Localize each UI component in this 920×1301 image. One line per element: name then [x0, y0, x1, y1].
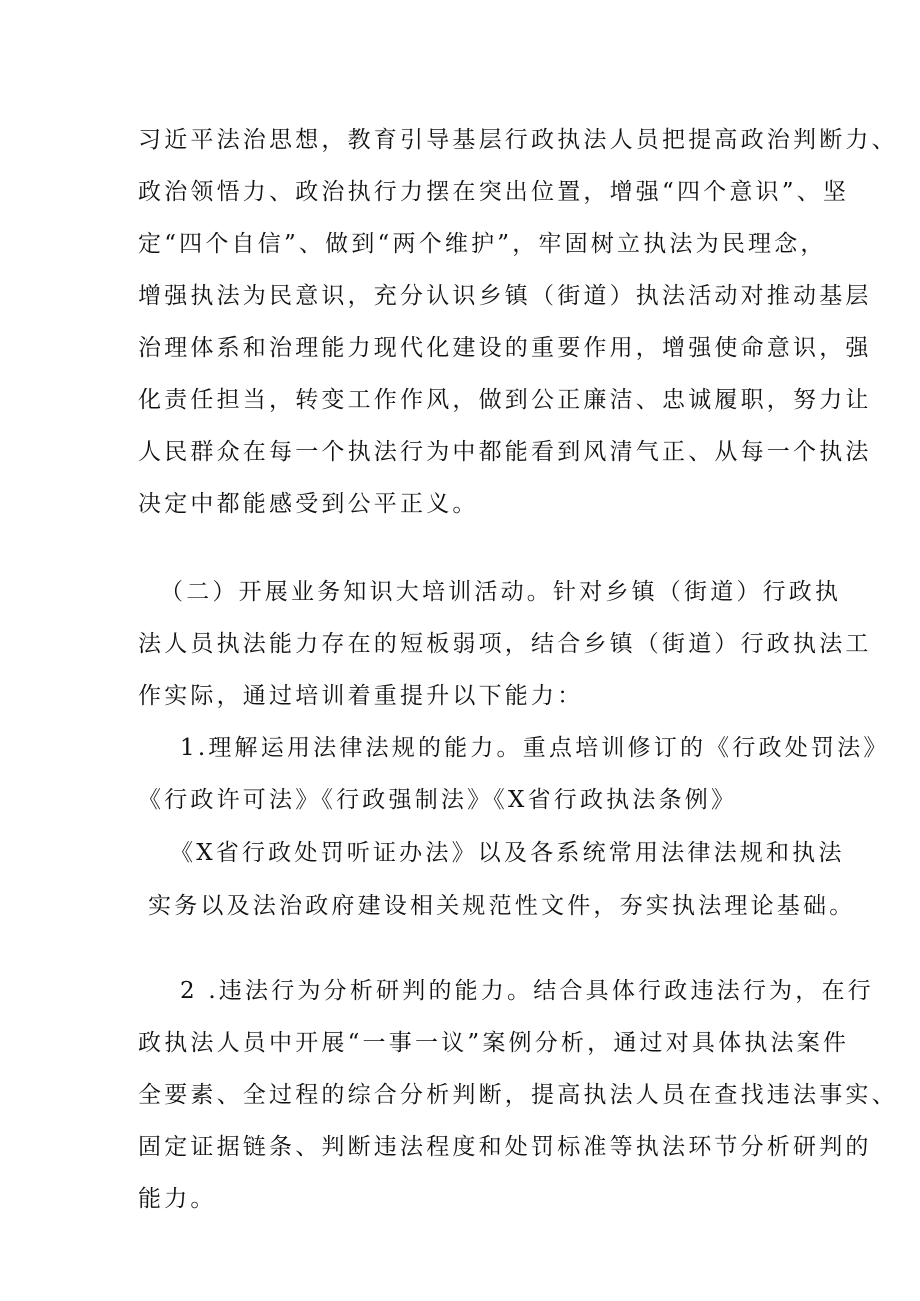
list-item-line: 2 .违法行为分析研判的能力。结合具体行政违法行为，在行	[180, 978, 874, 1004]
list-item-line: 1.理解运用法律法规的能力。重点培训修订的《行政处罚法》	[180, 735, 890, 761]
paragraph-line: 习近平法治思想，教育引导基层行政执法人员把提高政治判断力、	[138, 127, 898, 153]
paragraph-line: 法人员执法能力存在的短板弱项，结合乡镇（街道）行政执法工	[138, 631, 872, 657]
paragraph-line: 政执法人员中开展“一事一议”案例分析，通过对具体执法案件	[138, 1030, 850, 1056]
paragraph-line: 能力。	[138, 1186, 217, 1212]
paragraph-line: 人民群众在每一个执法行为中都能看到风清气正、从每一个执法	[138, 439, 872, 465]
paragraph-line: 全要素、全过程的综合分析判断，提高执法人员在查找违法事实、	[138, 1082, 898, 1108]
paragraph-line: 治理体系和治理能力现代化建设的重要作用，增强使命意识，强	[138, 335, 872, 361]
paragraph-line: 增强执法为民意识，充分认识乡镇（街道）执法活动对推动基层	[138, 283, 872, 309]
paragraph-line: 实务以及法治政府建设相关规范性文件，夯实执法理论基础。	[148, 893, 856, 919]
paragraph-line: 《行政许可法》《行政强制法》《X省行政执法条例》	[138, 787, 738, 813]
paragraph-line: 《X省行政处罚听证办法》以及各系统常用法律法规和执法	[170, 840, 845, 866]
paragraph-line: 定“四个自信”、做到“两个维护”，牢固树立执法为民理念，	[138, 231, 827, 257]
paragraph-line: 决定中都能感受到公平正义。	[138, 491, 479, 517]
section-heading-line: （二）开展业务知识大培训活动。针对乡镇（街道）行政执	[160, 579, 842, 605]
paragraph-line: 化责任担当，转变工作作风，做到公正廉洁、忠诚履职，努力让	[138, 387, 872, 413]
paragraph-line: 作实际，通过培训着重提升以下能力：	[138, 683, 584, 709]
paragraph-line: 政治领悟力、政治执行力摆在突出位置，增强“四个意识”、坚	[138, 179, 850, 205]
paragraph-line: 固定证据链条、判断违法程度和处罚标准等执法环节分析研判的	[138, 1134, 872, 1160]
